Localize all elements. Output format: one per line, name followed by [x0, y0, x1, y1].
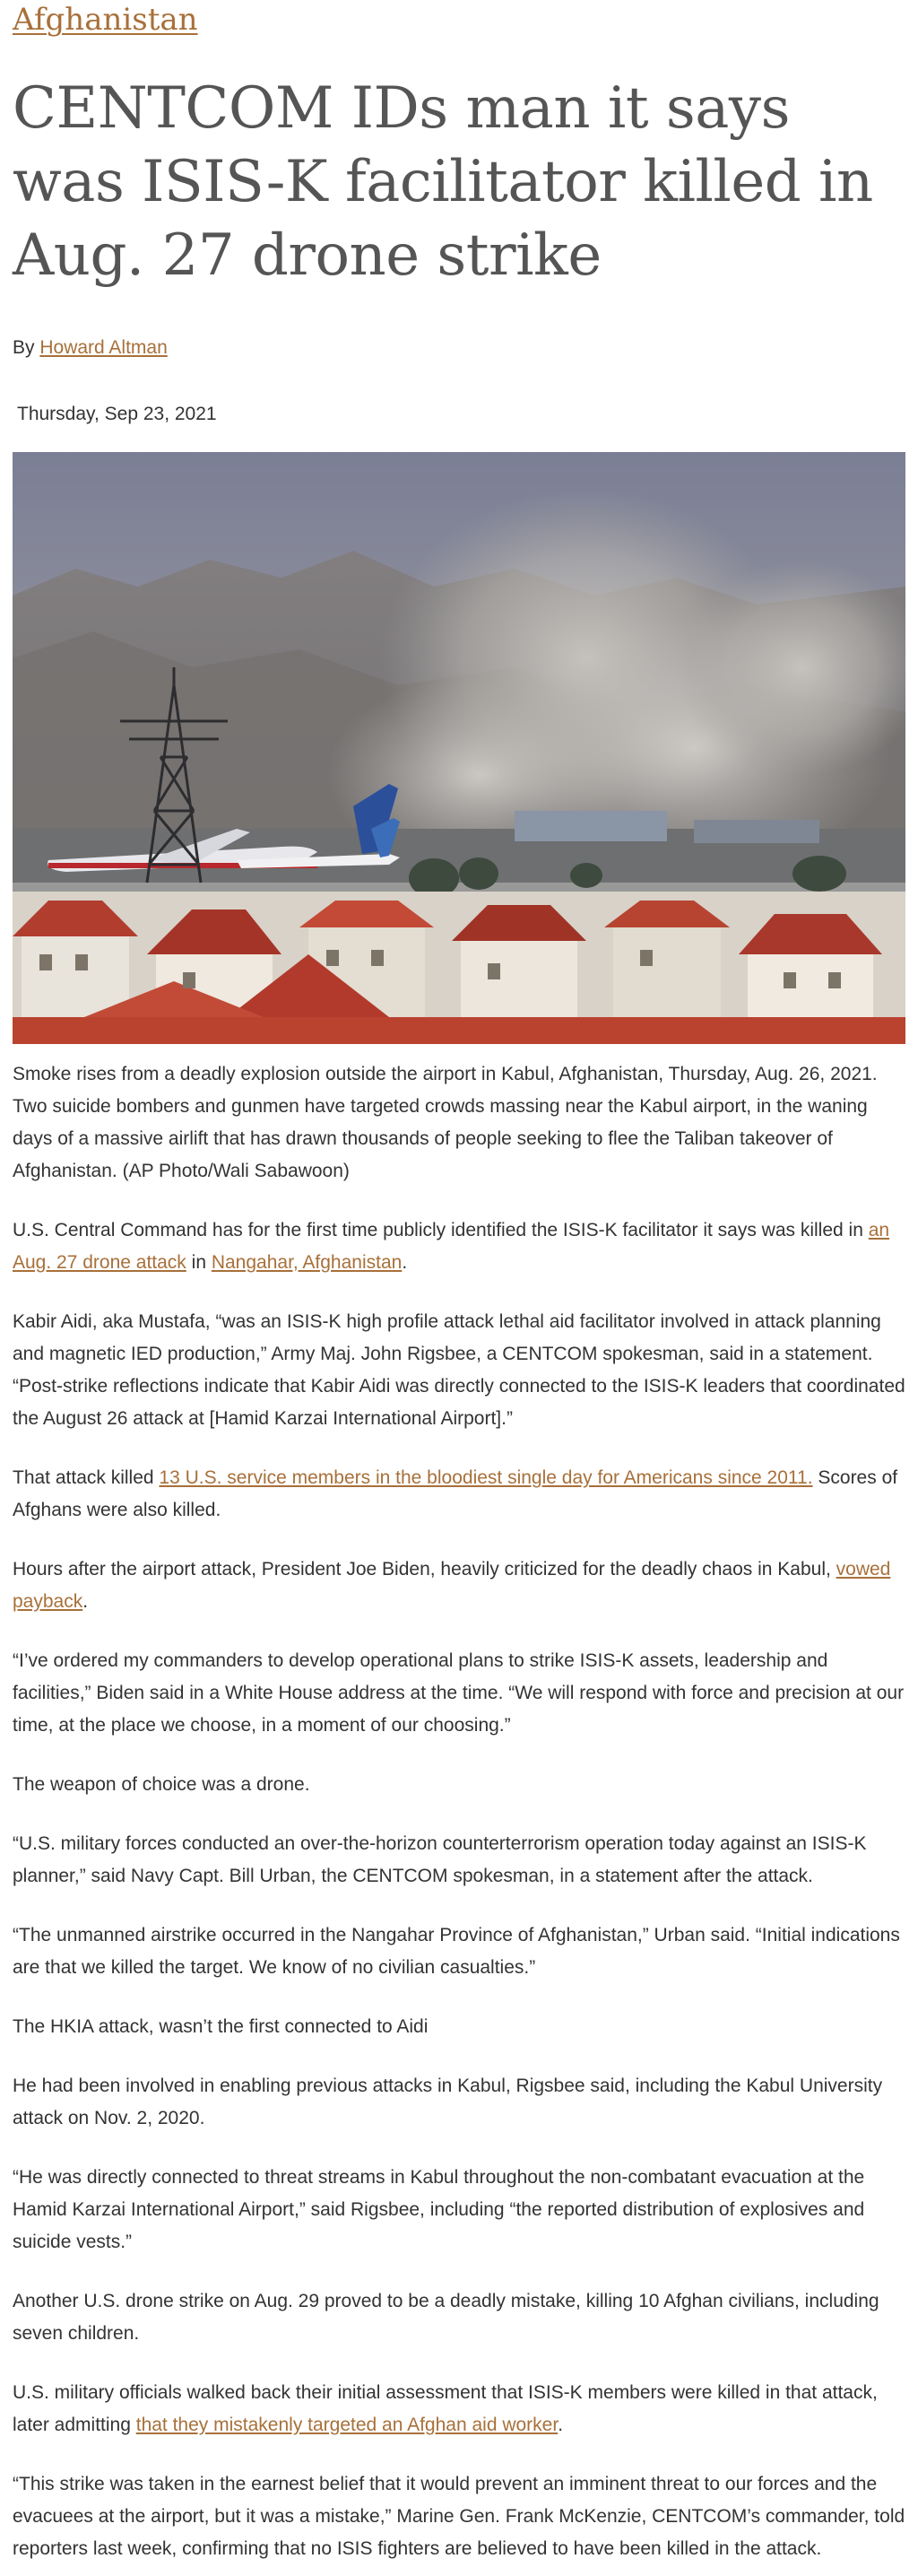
paragraph-14: “This strike was taken in the earnest belief that it would prevent an imminent threat to our forces and the evacuees at the airport, but it was a mistake,” Marine Gen. Frank McKenzie, CENTCOM’s commander, told reporters last week, confirming that no ISIS fighters are believed to have been killed in the attack. [13, 2474, 905, 2559]
byline-prefix: By [13, 337, 35, 358]
drone-attack-link[interactable]: an Aug. 27 drone attack [13, 1220, 890, 1273]
article-headline: CENTCOM IDs man it says was ISIS-K facilitator killed in Aug. 27 drone strike [13, 75, 873, 289]
photo-caption: Smoke rises from a deadly explosion outside the airport in Kabul, Afghanistan, Thursday, Aug. 26, 2021. Two suicide bombers and gunmen have targeted crowds massing near the Kabul airport, in the waning days of a massive airlift that has drawn thousands of people seeking to flee the Taliban takeover of Afghanistan. (AP Photo/Wali Sabawoon) [13, 1064, 878, 1181]
paragraph-7: “U.S. military forces conducted an over-the-horizon counterterrorism operation today against an ISIS-K planner,” said Navy Capt. Bill Urban, the CENTCOM spokesman, in a statement after the attack. [13, 1833, 867, 1886]
article-body [13, 1214, 905, 2565]
paragraph-6: The weapon of choice was a drone. [13, 1774, 310, 1795]
paragraph-5: “I’ve ordered my commanders to develop operational plans to strike ISIS-K assets, leadership and facilities,” Biden said in a White House address at the time. “We will respond with force and precision at our time, at the place we choose, in a moment of our choosing.” [13, 1650, 905, 1736]
paragraph-1: U.S. Central Command has for the first time publicly identified the ISIS-K facilitator it says was killed in an Aug. 27 drone attack in Nangahar, Afghanistan. [13, 1220, 890, 1273]
article-page [13, 0, 905, 2565]
city-rooftops [13, 892, 905, 1044]
service-members-link[interactable]: 13 U.S. service members in the bloodiest single day for Americans since 2011. [159, 1467, 813, 1488]
nangahar-link[interactable]: Nangahar, Afghanistan [211, 1252, 403, 1273]
paragraph-3: That attack killed 13 U.S. service members in the bloodiest single day for Americans since 2011. Scores of Afghans were also killed. [13, 1467, 898, 1520]
paragraph-8: “The unmanned airstrike occurred in the Nangahar Province of Afghanistan,” Urban said. “Initial indications are that we killed the target. We know of no civilian casualties.” [13, 1925, 900, 1978]
paragraph-10: He had been involved in enabling previous attacks in Kabul, Rigsbee said, including the Kabul University attack on Nov. 2, 2020. [13, 2076, 883, 2128]
article-photo [13, 452, 905, 1044]
paragraph-12: Another U.S. drone strike on Aug. 29 proved to be a deadly mistake, killing 10 Afghan civilians, including seven children. [13, 2291, 879, 2344]
paragraph-11: “He was directly connected to threat streams in Kabul throughout the non-combatant evacuation at the Hamid Karzai International Airport,” said Rigsbee, including “the reported distribution of explosives and suicide vests.” [13, 2167, 865, 2252]
vowed-payback-link[interactable]: vowed payback [13, 1559, 891, 1612]
publish-date: Thursday, Sep 23, 2021 [17, 404, 217, 424]
paragraph-9: The HKIA attack, wasn’t the first connected to Aidi [13, 2016, 429, 2037]
aid-worker-link[interactable]: that they mistakenly targeted an Afghan aid worker [135, 2415, 559, 2435]
paragraph-2: Kabir Aidi, aka Mustafa, “was an ISIS-K high profile attack lethal aid facilitator involved in attack planning and magnetic IED production,” Army Maj. John Rigsbee, a CENTCOM spokesman, said in a statement. “Post-strike reflections indicate that Kabir Aidi was directly connected to the ISIS-K leaders that coordinated the August 26 attack at [Hamid Karzai International Airport].” [13, 1311, 905, 1429]
terminal-building-2 [694, 820, 819, 843]
category-link[interactable]: Afghanistan [13, 2, 198, 38]
terminal-building [515, 811, 667, 841]
author-link[interactable]: Howard Altman [39, 337, 168, 358]
byline [13, 335, 905, 361]
paragraph-13: U.S. military officials walked back their initial assessment that ISIS-K members were killed in that attack, later admitting that they mistakenly targeted an Afghan aid worker. [13, 2382, 878, 2435]
paragraph-4: Hours after the airport attack, President Joe Biden, heavily criticized for the deadly chaos in Kabul, vowed payback. [13, 1559, 891, 1612]
